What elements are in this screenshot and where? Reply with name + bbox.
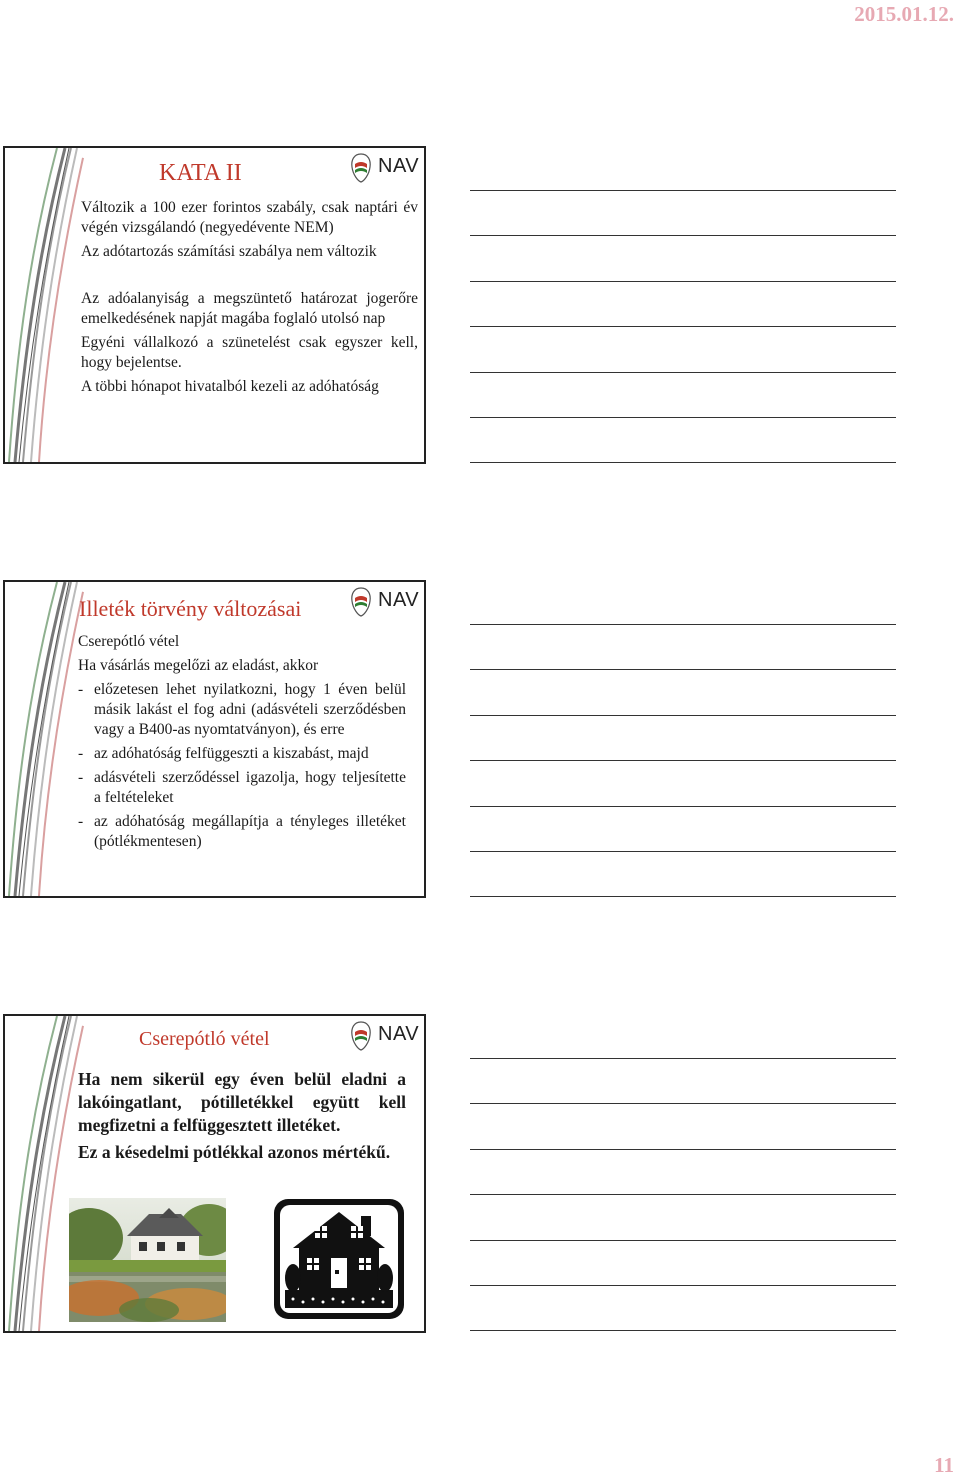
note-line bbox=[470, 1149, 896, 1150]
note-line bbox=[470, 372, 896, 373]
slide-kata-ii bbox=[3, 146, 426, 464]
note-line bbox=[470, 1058, 896, 1059]
note-lines bbox=[470, 624, 896, 899]
note-line bbox=[470, 669, 896, 670]
slide-title: Cserepótló vétel bbox=[139, 1028, 270, 1050]
note-lines bbox=[470, 1058, 896, 1333]
slide-illetek bbox=[3, 580, 426, 898]
note-line bbox=[470, 806, 896, 807]
slide-title: Illeték törvény változásai bbox=[79, 596, 302, 621]
note-line bbox=[470, 190, 896, 191]
note-line bbox=[470, 462, 896, 463]
note-line bbox=[470, 281, 896, 282]
house-photo bbox=[69, 1198, 226, 1322]
paragraph: Egyéni vállalkozó a szünetelést csak egyszer kell, hogy bejelentse. bbox=[81, 334, 418, 371]
list-item bbox=[78, 744, 406, 764]
note-line bbox=[470, 624, 896, 625]
note-line bbox=[470, 235, 896, 236]
nav-logo-icon bbox=[348, 1020, 374, 1052]
nav-logo-text: NAV bbox=[378, 1023, 420, 1045]
nav-logo bbox=[348, 1020, 420, 1054]
note-lines bbox=[470, 190, 896, 465]
house-icon bbox=[273, 1198, 405, 1320]
paragraph: Ez a késedelmi pótlékkal azonos mértékű. bbox=[78, 1142, 391, 1162]
bullet-marker: - bbox=[78, 813, 84, 830]
list-item-text: előzetesen lehet nyilatkozni, hogy 1 éven belül másik lakást el fog adni (adásvételi szerződésben vagy a B400-as nyomtatványon), és erre bbox=[94, 681, 406, 738]
slide-cserepotlo bbox=[3, 1014, 426, 1333]
list-item-text: az adóhatóság megállapítja a tényleges illetéket (pótlékmentesen) bbox=[94, 813, 406, 850]
slide-body bbox=[78, 632, 406, 852]
note-line bbox=[470, 1103, 896, 1104]
note-line bbox=[470, 417, 896, 418]
list-item-text: az adóhatóság felfüggeszti a kiszabást, majd bbox=[94, 745, 369, 762]
header-date: 2015.01.12. bbox=[854, 2, 954, 26]
nav-logo-icon bbox=[348, 152, 374, 184]
list-item bbox=[78, 812, 406, 852]
slide-body bbox=[78, 1068, 406, 1164]
paragraph: A többi hónapot hivatalból kezeli az adóhatóság bbox=[81, 378, 379, 395]
page-number: 11 bbox=[934, 1453, 954, 1477]
bullet-marker: - bbox=[78, 745, 84, 762]
paragraph: Változik a 100 ezer forintos szabály, csak naptári év végén vizsgálandó (negyedévente NEM) bbox=[81, 199, 418, 236]
intro-line: Cserepótló vétel bbox=[78, 633, 180, 650]
note-line bbox=[470, 1285, 896, 1286]
note-line bbox=[470, 1330, 896, 1331]
nav-logo-icon bbox=[348, 586, 374, 618]
note-line bbox=[470, 326, 896, 327]
slide-title: KATA II bbox=[159, 160, 242, 186]
list-item bbox=[78, 768, 406, 808]
nav-logo-text: NAV bbox=[378, 589, 420, 611]
bullet-marker: - bbox=[78, 769, 84, 786]
nav-logo bbox=[348, 586, 420, 620]
decorative-stripes bbox=[5, 148, 85, 462]
list-item bbox=[78, 680, 406, 740]
nav-logo-text: NAV bbox=[378, 155, 420, 177]
note-line bbox=[470, 1240, 896, 1241]
paragraph: Az adóalanyiság a megszüntető határozat jogerőre emelkedésének napját magába foglaló utolsó nap bbox=[81, 290, 418, 327]
decorative-stripes bbox=[5, 582, 85, 896]
list-item-text: adásvételi szerződéssel igazolja, hogy teljesítette a feltételeket bbox=[94, 769, 406, 806]
note-line bbox=[470, 851, 896, 852]
intro-line: Ha vásárlás megelőzi az eladást, akkor bbox=[78, 657, 319, 674]
paragraph: Az adótartozás számítási szabálya nem változik bbox=[81, 243, 377, 260]
bullet-marker: - bbox=[78, 681, 84, 698]
note-line bbox=[470, 760, 896, 761]
note-line bbox=[470, 1194, 896, 1195]
note-line bbox=[470, 896, 896, 897]
nav-logo bbox=[348, 152, 420, 186]
slide-body bbox=[81, 198, 418, 397]
paragraph: Ha nem sikerül egy éven belül eladni a lakóingatlant, pótilletékkel együtt kell megfizetni a felfüggesztett illetéket. bbox=[78, 1069, 406, 1135]
note-line bbox=[470, 715, 896, 716]
